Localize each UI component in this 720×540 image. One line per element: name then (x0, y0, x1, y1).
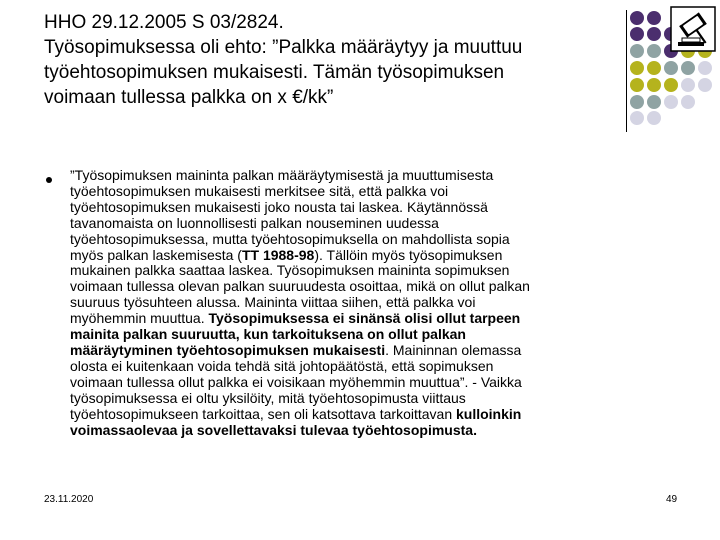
bullet-icon (46, 177, 52, 183)
gavel-icon (670, 6, 716, 57)
decorative-dot (630, 44, 644, 58)
decorative-dot (664, 61, 678, 75)
decorative-dot (630, 78, 644, 92)
text-run: mukainen palkka saattaa laskea. Työsopimuksen maininta sopimuksen (70, 262, 510, 279)
decorative-dot (664, 78, 678, 92)
text-run: . Maininnan olemassa (385, 341, 522, 358)
body-line (70, 279, 670, 295)
decorative-dot (681, 61, 695, 75)
bold-text-run: TT 1988-98 (241, 246, 315, 263)
text-run: myös palkan laskemisesta ( (70, 246, 242, 263)
bold-text-run: Työsopimuksessa ei sinänsä olisi ollut tarpeen (208, 310, 521, 327)
footer-date: 23.11.2020 (44, 494, 94, 505)
text-run: ). Tällöin myös työsopimuksen (314, 246, 503, 263)
decorative-dot (698, 61, 712, 75)
text-run: työehtosopimukseen tarkoittaa, sen oli katsottava tarkoittavan (70, 405, 456, 422)
title-line: työehtosopimuksen mukaisesti. Tämän työsopimuksen (44, 62, 505, 83)
decorative-dot (681, 95, 695, 109)
body-line (70, 168, 670, 184)
title-line: voimaan tullessa palkka on x €/kk” (44, 87, 334, 108)
decorative-dot (630, 95, 644, 109)
page-number: 49 (666, 494, 678, 505)
body-line (70, 248, 670, 264)
body-line (70, 216, 670, 232)
body-line (70, 232, 670, 248)
body-line (70, 343, 670, 359)
text-run: suuruus työsuhteen alussa. Maininta viittaa siihen, että palkka voi (70, 294, 476, 311)
body-line (70, 200, 670, 216)
body-line (70, 263, 670, 279)
body-line (70, 391, 670, 407)
title-line: HHO 29.12.2005 S 03/2824. (44, 12, 284, 33)
decorative-dot (681, 78, 695, 92)
text-run: olosta ei kuitenkaan voida tehdä sitä johtopäätöstä, että sopimuksen (70, 357, 494, 374)
body-line (70, 327, 670, 343)
bold-text-run: määräytyminen työehtosopimuksen mukaisesti (70, 341, 386, 358)
decorative-dot (647, 95, 661, 109)
decorative-dot (630, 61, 644, 75)
title-line: Työsopimuksessa oli ehto: ”Palkka määräytyy ja muuttuu (44, 37, 523, 58)
decorative-dot (664, 95, 678, 109)
body-line (70, 311, 670, 327)
text-run: työsopimuksessa ei oltu yksilöity, mitä työehtosopimusta viittaus (70, 389, 466, 406)
bold-text-run: mainita palkan suuruutta, kun tarkoituksena on ollut palkan (70, 326, 466, 343)
text-run: voimaan tullessa ollut palkka ei voisikaan myöhemmin muuttua”. - Vaikka (70, 373, 522, 390)
text-run: työehtosopimuksen mukaisesti joko nousta tai laskea. Käytännössä (70, 198, 488, 215)
decorative-dot (647, 11, 661, 25)
decorative-dot (647, 27, 661, 41)
body-line (70, 375, 670, 391)
body-line (70, 359, 670, 375)
decorative-dot (647, 61, 661, 75)
decorative-dot (630, 111, 644, 125)
text-run: työehtosopimuksessa, mutta työehtosopimuksella on mahdollista sopia (70, 230, 510, 247)
text-run: työehtosopimuksen mukaisesti merkitsee sitä, että palkka voi (70, 182, 449, 199)
decorative-dot (647, 111, 661, 125)
text-run: myöhemmin muuttua. (70, 310, 209, 327)
body-line (70, 184, 670, 200)
bold-text-run: voimassaolevaa ja sovellettavaksi tulevaa työehtosopimusta. (70, 421, 477, 438)
text-run: tavanomaista on luonnollisesti palkan nouseminen uudessa (70, 214, 439, 231)
decorative-dot (647, 44, 661, 58)
decorative-dot (698, 78, 712, 92)
text-run: voimaan tullessa olevan palkan suuruudesta osoittaa, mikä on ollut palkan (70, 278, 530, 295)
decorative-dot (647, 78, 661, 92)
decorative-dot (630, 11, 644, 25)
body-line (70, 295, 670, 311)
body-line (70, 423, 670, 439)
quote-body (70, 168, 670, 438)
decorative-dot-grid (0, 0, 720, 140)
text-run: ”Työsopimuksen maininta palkan määräytymisestä ja muuttumisesta (70, 167, 494, 183)
bold-text-run: kulloinkin (456, 405, 522, 422)
decorative-dot (630, 27, 644, 41)
body-line (70, 407, 670, 423)
